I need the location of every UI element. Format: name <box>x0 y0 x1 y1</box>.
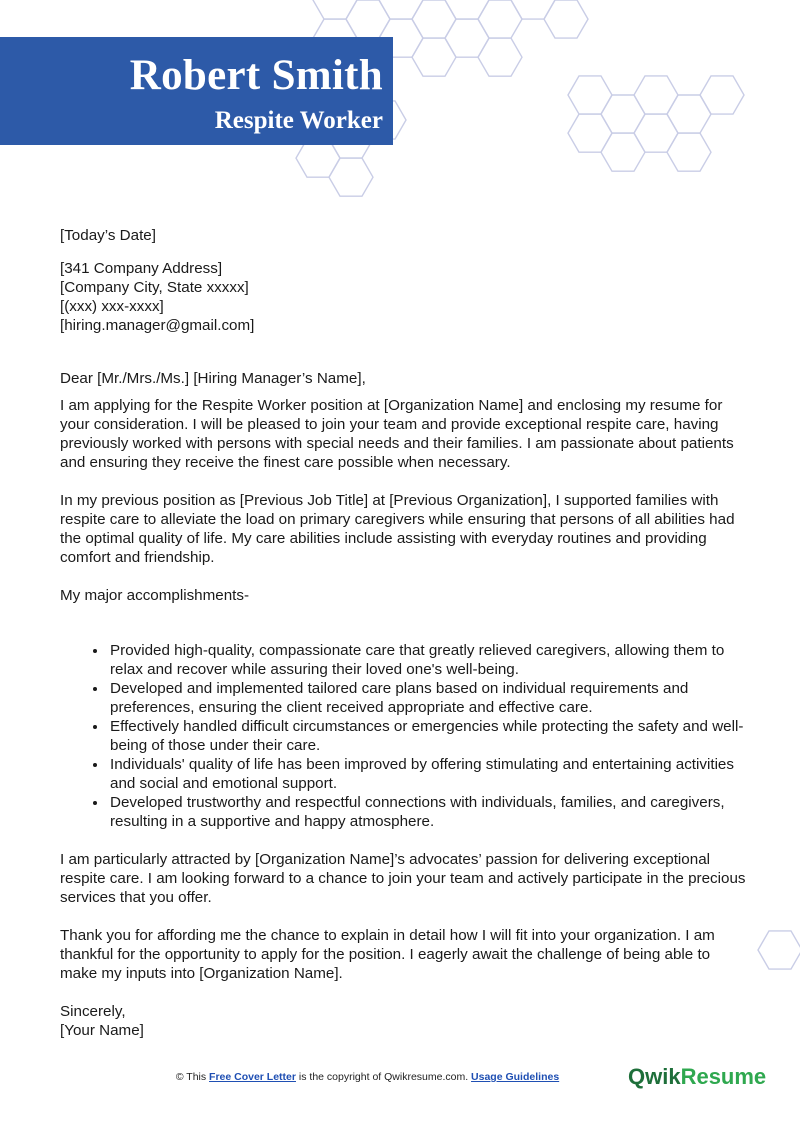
letter-date: [Today’s Date] <box>60 227 156 244</box>
signature-name: [Your Name] <box>60 1022 144 1039</box>
job-title: Respite Worker <box>214 107 383 134</box>
accomplishments-list <box>60 641 750 831</box>
signoff: Sincerely, <box>60 1003 126 1020</box>
qwikresume-logo <box>628 1064 766 1090</box>
footer-text: © This <box>175 1071 210 1083</box>
body-paragraph: I am particularly attracted by [Organization Name]’s advocates’ passion for delivering exceptional respite care. I am looking forward to a chance to join your team and actively participate in the precious services that you offer. <box>60 851 746 906</box>
candidate-name: Robert Smith <box>129 52 383 99</box>
letter-body <box>60 226 750 1040</box>
hexagon-shape <box>758 931 800 969</box>
hexagon-shape <box>544 0 588 38</box>
hexagon-shape <box>412 0 456 38</box>
address-line: [341 Company Address] <box>60 260 223 277</box>
list-item: • Effectively handled difficult circumstances or emergencies while protecting the safety and well-being of those under their care. <box>108 717 750 755</box>
header-band <box>0 37 393 145</box>
usage-guidelines-link[interactable]: Usage Guidelines <box>471 1071 560 1083</box>
hexagon-shape <box>568 114 612 152</box>
list-item: • Provided high-quality, compassionate care that greatly relieved caregivers, allowing them to relax and recover while assuring their loved one's well-being. <box>108 641 750 679</box>
address-line: [(xxx) xxx-xxxx] <box>60 298 164 315</box>
body-paragraph: In my previous position as [Previous Job Title] at [Previous Organization], I supported families with respite care to alleviate the load on primary caregivers while ensuring that persons of all abilities had the optimal quality of life. My care abilities include assisting with everyday routines and providing comfort and friendship. <box>60 492 735 566</box>
address-line: [Company City, State xxxxx] <box>60 279 249 296</box>
list-item: • Developed and implemented tailored care plans based on individual requirements and preferences, ensuring the client received appropriate and effective care. <box>108 679 750 717</box>
salutation: Dear [Mr./Mrs./Ms.] [Hiring Manager’s Name], <box>60 370 366 387</box>
hexagon-shape <box>412 38 456 76</box>
hexagon-shape <box>601 95 645 133</box>
hexagon-shape <box>313 0 357 19</box>
list-item: • Developed trustworthy and respectful connections with individuals, families, and caregivers, resulting in a supportive and happy atmosphere. <box>108 793 750 831</box>
hexagon-shape <box>667 133 711 171</box>
hexagon-shape <box>667 95 711 133</box>
hexagon-shape <box>634 114 678 152</box>
recipient-address <box>60 259 750 335</box>
hexagon-shape <box>511 0 555 19</box>
hexagon-shape <box>379 0 423 19</box>
body-paragraph: I am applying for the Respite Worker position at [Organization Name] and enclosing my resume for your consideration. I will be pleased to join your team and provide exceptional respite care, having previously worked with persons with special needs and their families. I am passionate about patients and ensuring they receive the finest care possible when necessary. <box>60 397 734 471</box>
accomplishments-heading: My major accomplishments- <box>60 587 250 604</box>
hexagon-shape <box>601 133 645 171</box>
hexagon-shape <box>634 76 678 114</box>
hexagon-shape <box>478 0 522 38</box>
hexagon-shape <box>478 38 522 76</box>
address-line: [hiring.manager@gmail.com] <box>60 317 255 334</box>
list-item: • Individuals' quality of life has been improved by offering stimulating and entertaining activities and social and emotional support. <box>108 755 750 793</box>
logo-part: Qwik <box>628 1064 681 1089</box>
hexagon-shape <box>445 19 489 57</box>
hexagon-shape <box>346 0 390 38</box>
logo-part: Resume <box>680 1064 767 1089</box>
body-paragraph: Thank you for affording me the chance to explain in detail how I will fit into your organization. I am thankful for the opportunity to apply for the position. I eagerly await the challenge of being able to make my inputs into [Organization Name]. <box>60 927 715 982</box>
hexagon-shape <box>568 76 612 114</box>
hexagon-shape <box>700 76 744 114</box>
copyright-footer <box>0 1071 735 1083</box>
hexagon-shape <box>329 158 373 196</box>
hexagon-shape <box>445 0 489 19</box>
free-cover-letter-link[interactable]: Free Cover Letter <box>209 1071 296 1083</box>
footer-text: is the copyright of Qwikresume.com. <box>295 1071 472 1083</box>
